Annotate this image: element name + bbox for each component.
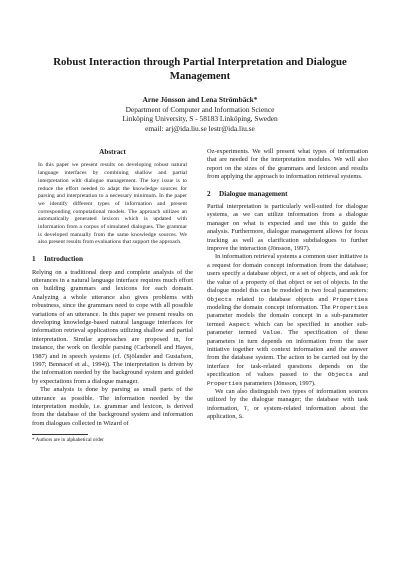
text-run: related to database objects and [231,295,333,303]
term-objects: Objects [327,371,353,379]
right-column [207,148,368,548]
section-2-paragraph-1: Partial interpretation is particularly well-suited for dialogue systems, as we can utilize information from a dialogue manager on what is expected and use this to guide the analysis. Furthermore, dialogue management allows for focus tracking as well as clarification subdialogues to further improve the interaction (Jönsson, 1997). [207,203,368,253]
text-run: , or system-related information about the application, [207,404,368,421]
text-run: parameter models the domain concept in a sub-parameter termed [207,312,368,328]
section-1-heading [32,255,193,263]
term-objects: Objects [207,295,232,303]
author-university: Linköping University, S - 58183 Linköping, Sweden [122,114,278,124]
paper-title: Robust Interaction through Partial Interpretation and Dialogue Management [53,56,347,82]
author-names: Arne Jönsson and Lena Strömbäck* [142,95,258,104]
term-value: Value [262,329,281,337]
text-run: We can also distinguish two types of information sources utilized by the dialogue manager; the database with task information, [207,387,368,412]
text-run: . The specification of these parameters in turn depends on information from the user initiative together with context information and the answer from the database system. The action to be carried out by the interface for task-related questions depends on the specification of values passed to the [207,329,368,379]
author-block [32,95,368,133]
section-2-title: Dialogue management [219,189,288,198]
term-s: S [238,413,243,421]
text-run: parameters (Jönsson, 1997). [242,379,316,387]
author-email: email: arj@ida.liu.se lestr@ida.liu.se [145,123,255,133]
section-2-paragraph-2 [207,253,368,388]
abstract-text: In this paper we present results on developing robust natural language interfaces by combining shallow and partial interpretation with dialogue management. The key issue is to reduce the effort needed to adapt the knowledge sources for parsing and interpretation to a necessary minimum. In the paper we identify different types of information and present corresponding computational models. The approach utilizes an automatically generated lexicon which is updated with information from a corpus of simulated dialogues. The grammar is developed manually from the same knowledge sources. We also present results from evaluations that support the approach. [38,162,187,246]
section-1-paragraph-2: The analysis is done by parsing as small parts of the utterance as possible. The information needed by the interpretation module, i.e. grammar and lexicon, is derived from the database of the background system and information from dialogues collected in Wizard of [32,386,193,427]
term-properties: Properties [207,379,243,387]
text-run: modeling the domain concept information. The [207,303,333,311]
term-properties: Properties [332,295,368,303]
text-run: In information retrieval systems a common user initiative is a request for domain concept information from the database; users specify a database object, or a set of objects, and ask for the value of a property of that object or set of objects. In the dialogue model this can be modeled in two focal parameters: [207,253,368,295]
text-run: . [242,413,244,421]
term-properties: Properties [332,303,368,311]
abstract-heading: Abstract [99,148,126,156]
term-aspect: Aspect [228,320,251,328]
section-1-title: Introduction [44,255,84,264]
text-run: and [352,371,368,379]
section-2-heading [207,190,368,198]
author-department: Department of Computer and Information Science [125,104,275,114]
section-1-paragraph-1: Relying on a traditional deep and complete analysis of the utterances in a natural language interface requires much effort on building grammars and lexicons for each domain. Analyzing a whole utterance also gives problems with robustness, since the grammars need to cope with all possible variations of an utterance. In this paper we present results on developing knowledge-based natural language interfaces for information retrieval applications utilizing shallow and partial interpretation. Similar approaches are proposed in, for instance, the work on flexible parsing (Carbonell and Hayes, 1987) and in speech systems (cf. (Sjölander and Gustafson, 1997; Bennacef et al., 1994)). The interpretation is driven by the information needed by the background system and guided by expectations from a dialogue manager. [32,268,193,385]
right-column-intro-continued: Oz-experiments. We will present what types of information that are needed for the interpretation modules. We will also report on the sizes of the grammars and lexicon and results from applying the approach to information retrieval systems. [207,148,368,181]
section-2-paragraph-3 [207,388,368,422]
footnote: * Authors are in alphabetical order [32,437,104,444]
footnote-rule [32,434,88,435]
section-2-number: 2 [207,189,211,198]
two-column-body [32,148,368,548]
left-column [32,148,193,548]
section-1-number: 1 [32,255,36,264]
term-t: T [243,404,248,412]
text-run: which can be specified in another sub-parameter termed [207,320,368,337]
